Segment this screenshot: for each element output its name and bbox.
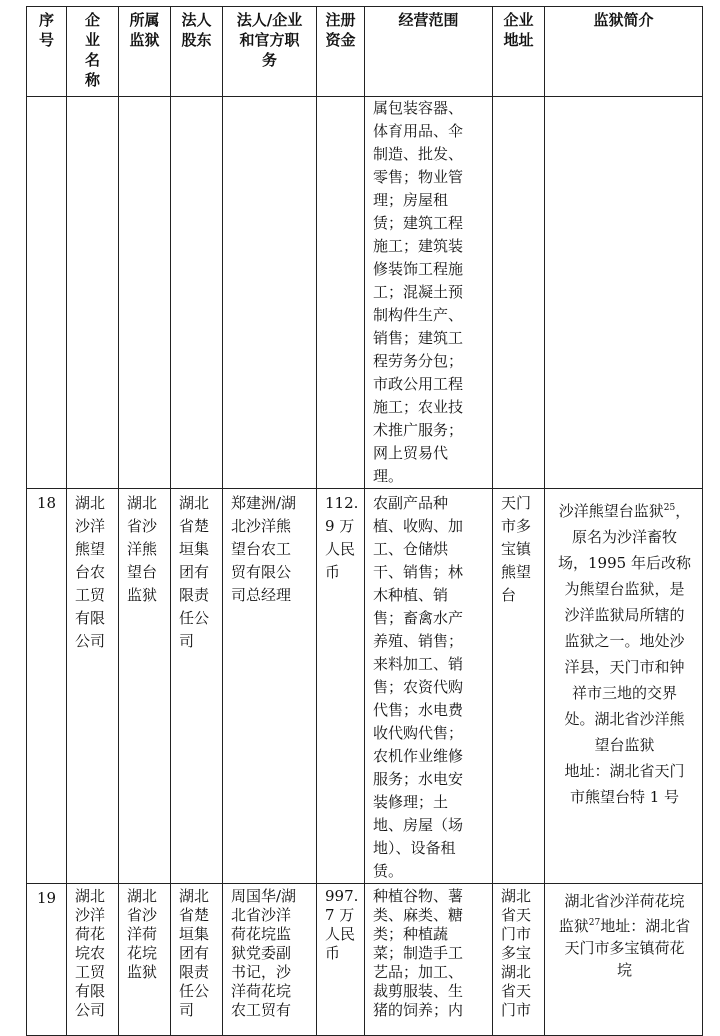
cell-shareholder: 湖北 省楚 垣集 团有 限责 任公 司 <box>171 489 223 884</box>
header-position: 法人/企业 和官方职 务 <box>223 7 317 97</box>
cell-company: 湖北 沙洋 荷花 垸农 工贸 有限 公司 <box>67 884 119 1036</box>
cell-intro <box>545 489 703 884</box>
intro-text: 湖北省沙洋荷花垸 监狱 <box>558 892 685 935</box>
header-shareholder: 法人 股东 <box>171 7 223 97</box>
cell-shareholder: 湖北 省楚 垣集 团有 限责 任公 司 <box>171 884 223 1036</box>
cell-prison <box>119 97 171 489</box>
cell-capital: 112. 9 万 人民 币 <box>317 489 365 884</box>
cell-address: 天门 市多 宝镇 熊望 台 <box>493 489 545 884</box>
cell-prison: 湖北 省沙 洋荷 花垸 监狱 <box>119 884 171 1036</box>
cell-seq: 19 <box>27 884 67 1036</box>
cell-position: 郑建洲/湖 北沙洋熊 望台农工 贸有限公 司总经理 <box>223 489 317 884</box>
footnote-ref: 27 <box>588 918 601 928</box>
intro-text: 沙洋熊望台监狱 <box>558 502 664 520</box>
cell-company <box>67 97 119 489</box>
header-intro: 监狱简介 <box>545 7 703 97</box>
table-row <box>27 97 703 489</box>
cell-intro <box>545 97 703 489</box>
cell-seq: 18 <box>27 489 67 884</box>
cell-scope: 农副产品种 植、收购、加 工、仓储烘 干、销售；林 木种植、销 售；畜禽水产 养殖、销售； 来料加工、销 售；农资代购 代售；水电费 收代购代售； 农机作业维修 服务；水电安 装修理；土 地、房屋（场 地）、设备租 赁。 <box>365 489 493 884</box>
header-company: 企 业 名 称 <box>67 7 119 97</box>
cell-intro <box>545 884 703 1036</box>
cell-address: 湖北 省天 门市 多宝 湖北 省天 门市 <box>493 884 545 1036</box>
cell-company: 湖北 沙洋 熊望 台农 工贸 有限 公司 <box>67 489 119 884</box>
cell-position <box>223 97 317 489</box>
table-row <box>27 489 703 884</box>
header-prison: 所属 监狱 <box>119 7 171 97</box>
intro-rest: ， 原名为沙洋畜牧 场，1995 年后改称 为熊望台监狱，是 沙洋监狱局所辖的 监狱之一。地处沙 洋县，天门市和钟 祥市三地的交界 处。湖北省沙洋熊 望台监狱 地址：湖北省天门 市熊望台特 1 号 <box>558 502 691 806</box>
intro-rest: 地址：湖北省 天门市多宝镇荷花 垸 <box>564 917 691 979</box>
cell-capital <box>317 97 365 489</box>
footnote-ref: 25 <box>663 503 676 513</box>
cell-position: 周国华/湖 北省沙洋 荷花垸监 狱党委副 书记，沙 洋荷花垸 农工贸有 <box>223 884 317 1036</box>
header-address: 企业 地址 <box>493 7 545 97</box>
header-capital: 注册 资金 <box>317 7 365 97</box>
header-row <box>27 7 703 97</box>
cell-capital: 997. 7 万 人民 币 <box>317 884 365 1036</box>
prison-enterprise-table <box>26 6 703 1036</box>
cell-prison: 湖北 省沙 洋熊 望台 监狱 <box>119 489 171 884</box>
table-row <box>27 884 703 1036</box>
cell-address <box>493 97 545 489</box>
cell-seq <box>27 97 67 489</box>
header-seq: 序 号 <box>27 7 67 97</box>
cell-shareholder <box>171 97 223 489</box>
header-scope: 经营范围 <box>365 7 493 97</box>
cell-scope: 属包装容器、 体育用品、伞 制造、批发、 零售；物业管 理；房屋租 赁；建筑工程 施工；建筑装 修装饰工程施 工；混凝土预 制构件生产、 销售；建筑工 程劳务分包； 市政公用工程 施工；农业技 术推广服务； 网上贸易代 理。 <box>365 97 493 489</box>
cell-scope: 种植谷物、薯 类、麻类、糖 类；种植蔬 菜；制造手工 艺品；加工、 裁剪服装、生 猪的饲养；内 <box>365 884 493 1036</box>
